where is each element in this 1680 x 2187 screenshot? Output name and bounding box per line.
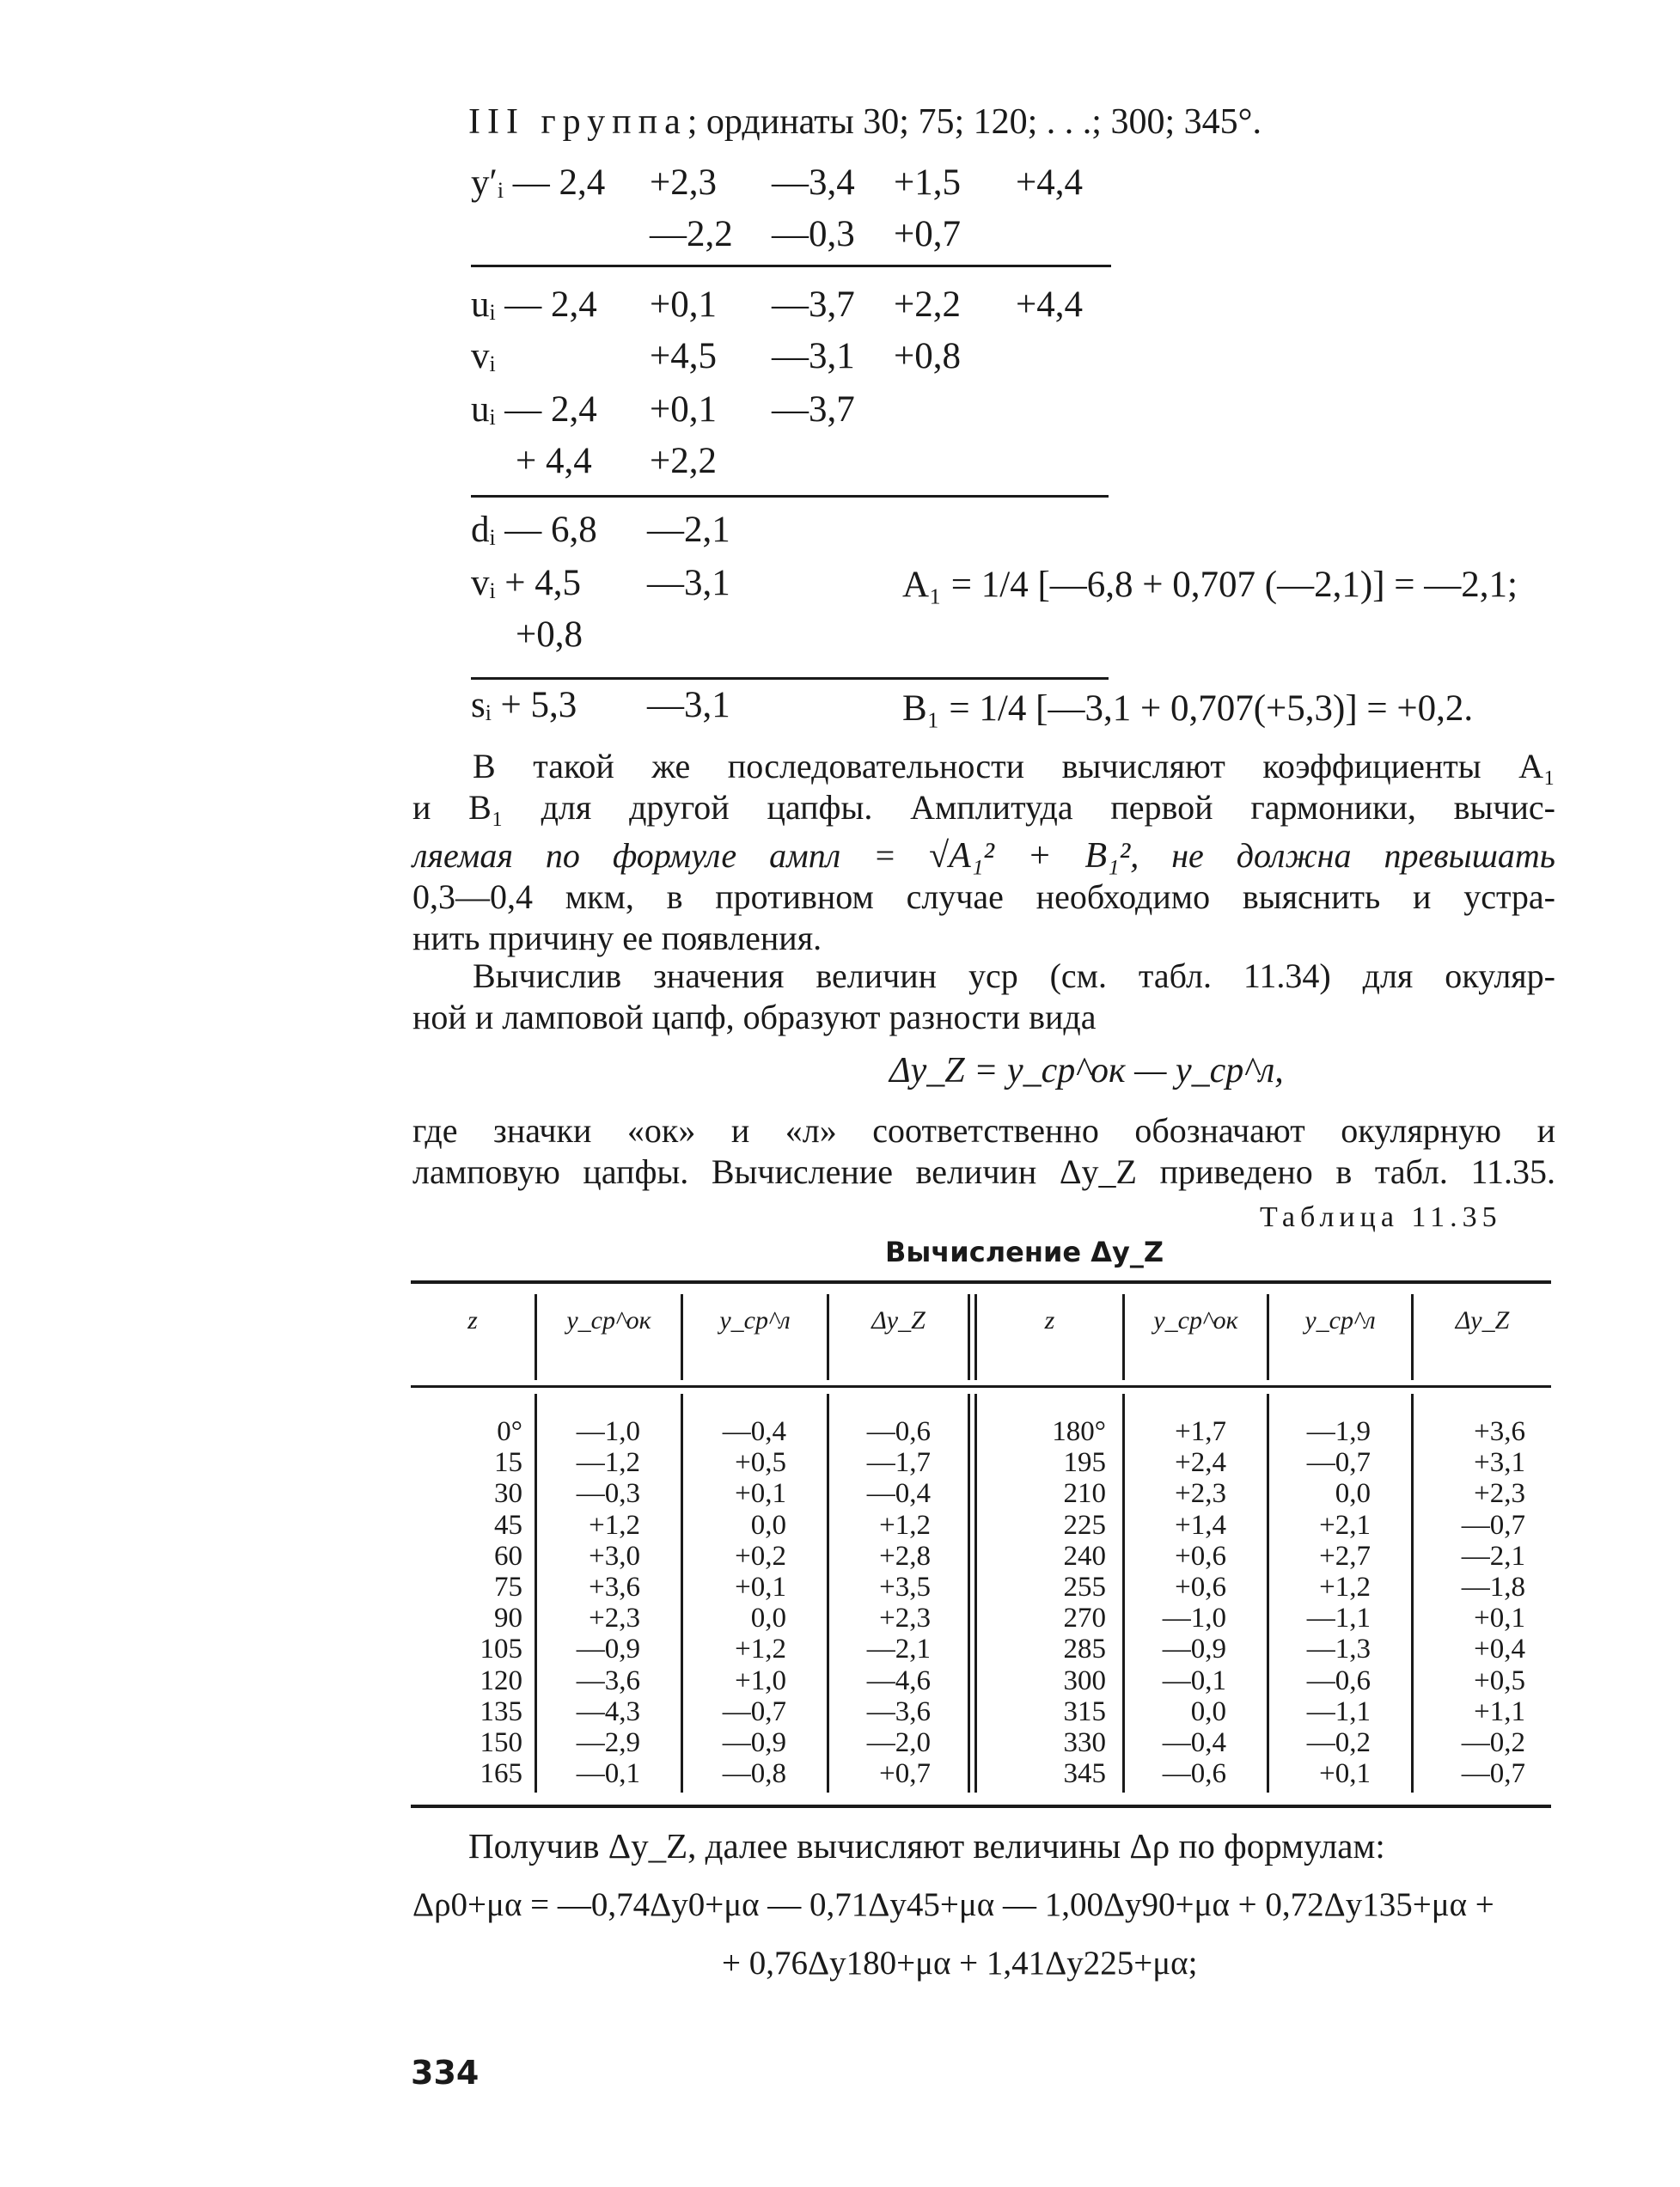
table-cell: 150 — [480, 1727, 522, 1759]
column-dy-left — [829, 1416, 931, 1789]
table-cell: —0,6 — [866, 1416, 931, 1447]
table-cell: —1,2 — [576, 1447, 640, 1479]
table-header-y-ok: y_ср^ок — [566, 1306, 651, 1335]
calc-row-vi — [471, 335, 1016, 377]
table-cell: +2,8 — [879, 1540, 931, 1572]
calc-value: +2,3 — [650, 162, 718, 203]
table-cell: —1,1 — [1306, 1695, 1371, 1727]
table-cell: —1,8 — [1461, 1572, 1525, 1604]
table-cell: —0,9 — [576, 1634, 640, 1665]
amplitude-formula: √A₁² + B₁² — [929, 836, 1131, 876]
calc-value: +0,7 — [894, 214, 962, 254]
table-cell: 0,0 — [750, 1509, 786, 1541]
calc-value: +4,4 — [1016, 284, 1084, 325]
rho-formula-line1: Δρ0+μα = —0,74Δy0+μα — 0,71Δy45+μα — 1,00Δy90+μα + 0,72Δy135+μα + — [412, 1886, 1494, 1923]
table-cell: +2,3 — [1175, 1478, 1226, 1510]
a1-formula: A₁ = 1/4 [—6,8 + 0,707 (—2,1)] = —2,1; — [902, 565, 1518, 605]
calc-value: +4,5 — [650, 336, 718, 376]
table-cell: +2,3 — [1474, 1478, 1525, 1510]
table-cell: 0,0 — [1335, 1478, 1371, 1510]
group-heading — [468, 101, 1262, 143]
table-header-rule — [411, 1385, 1551, 1388]
table-cell: —4,3 — [576, 1695, 640, 1727]
table-cell: +0,1 — [1319, 1758, 1371, 1790]
table-cell: —1,9 — [1306, 1416, 1371, 1447]
calc-label: sᵢ + 5,3 — [471, 685, 577, 725]
calc-value: —3,4 — [772, 162, 855, 203]
table-divider — [968, 1394, 970, 1793]
calc-value: —3,1 — [647, 563, 730, 603]
table-cell: 345 — [1063, 1758, 1106, 1790]
text-line: где значки «ок» и «л» соответственно обозначают окулярную и — [412, 1111, 1555, 1150]
table-cell: —0,2 — [1461, 1727, 1525, 1759]
table-cell: +2,4 — [1175, 1447, 1226, 1479]
table-cell: 300 — [1063, 1665, 1106, 1696]
table-cell: 330 — [1063, 1727, 1106, 1759]
b1-formula: B₁ = 1/4 [—3,1 + 0,707(+5,3)] = +0,2. — [902, 688, 1474, 729]
table-cell: +3,0 — [589, 1540, 640, 1572]
table-cell: —2,1 — [1461, 1540, 1525, 1572]
table-cell: +0,6 — [1175, 1572, 1226, 1604]
table-header-dy: Δy_Z — [871, 1306, 926, 1335]
calc-row-vi2 — [471, 562, 769, 604]
calc-row-ui2 — [471, 388, 894, 431]
paragraph-notation — [412, 1110, 1555, 1193]
column-z-right — [977, 1416, 1106, 1789]
text-line-formula — [412, 835, 1555, 877]
column-y-ok-left — [537, 1416, 640, 1789]
calc-value: +0,1 — [650, 284, 718, 325]
table-cell: 225 — [1063, 1509, 1106, 1541]
table-bottom-rule — [411, 1805, 1551, 1808]
table-cell: 15 — [494, 1447, 522, 1479]
table-cell: 0,0 — [750, 1603, 786, 1634]
calc-value: +2,2 — [650, 441, 718, 481]
table-cell: +2,3 — [589, 1603, 640, 1634]
table-cell: —0,8 — [722, 1758, 786, 1790]
table-cell: +0,5 — [1474, 1665, 1525, 1696]
table-cell: +0,1 — [735, 1572, 786, 1604]
calc-row-yi — [471, 162, 1138, 204]
table-header-dy: Δy_Z — [1455, 1306, 1510, 1335]
table-cell: +3,5 — [879, 1572, 931, 1604]
table-cell: 90 — [494, 1603, 522, 1634]
table-header-z: z — [1044, 1306, 1055, 1335]
table-cell: —3,6 — [866, 1695, 931, 1727]
calc-row-ui3 — [516, 440, 772, 482]
table-cell: —1,1 — [1306, 1603, 1371, 1634]
table-cell: +3,1 — [1474, 1447, 1525, 1479]
table-cell: 30 — [494, 1478, 522, 1510]
table-top-rule — [411, 1280, 1551, 1284]
calc-row-si — [471, 684, 769, 726]
calc-value: —2,2 — [650, 214, 733, 254]
table-cell: —1,0 — [1162, 1603, 1226, 1634]
calc-value: +1,5 — [894, 162, 962, 203]
calc-value: —0,3 — [772, 214, 855, 254]
table-header-y-l: y_ср^л — [1304, 1306, 1376, 1335]
table-cell: +2,7 — [1319, 1540, 1371, 1572]
table-cell: +0,4 — [1474, 1634, 1525, 1665]
calc-label: vᵢ + 4,5 — [471, 563, 582, 603]
table-cell: —2,1 — [866, 1634, 931, 1665]
table-cell: +0,6 — [1175, 1540, 1226, 1572]
table-cell: —2,0 — [866, 1727, 931, 1759]
calc-value: —3,1 — [647, 685, 730, 725]
rho-formula-line2: + 0,76Δy180+μα + 1,41Δy225+μα; — [722, 1945, 1198, 1982]
table-cell: —2,9 — [576, 1727, 640, 1759]
calc-value: —3,7 — [772, 389, 855, 430]
page-number: 334 — [411, 2054, 480, 2092]
text-line: ной и ламповой цапф, образуют разности вида — [412, 998, 1097, 1036]
table-cell: —0,6 — [1306, 1665, 1371, 1696]
calc-label: uᵢ — 2,4 — [471, 284, 597, 325]
calc-value: +0,8 — [516, 614, 583, 655]
calc-value: + 4,4 — [516, 441, 592, 481]
table-cell: —0,7 — [1461, 1758, 1525, 1790]
table-cell: —0,4 — [1162, 1727, 1226, 1759]
calc-row-ui — [471, 284, 1138, 326]
table-cell: +3,6 — [589, 1572, 640, 1604]
table-header-y-ok: y_ср^ок — [1153, 1306, 1238, 1335]
delta-y-formula: Δy_Z = y_ср^ок — y_ср^л, — [889, 1051, 1284, 1090]
calc-label: dᵢ — 6,8 — [471, 510, 597, 550]
text-line: Вычислив значения величин yср (см. табл. 11.34) для окуляр- — [473, 956, 1555, 995]
table-cell: +1,4 — [1175, 1509, 1226, 1541]
table-cell: —0,1 — [1162, 1665, 1226, 1696]
table-cell: 120 — [480, 1665, 522, 1696]
table-cell: 0° — [497, 1416, 522, 1447]
column-z-left — [411, 1416, 522, 1789]
text-line: и B₁ для другой цапфы. Амплитуда первой гармоники, вычис- — [412, 788, 1555, 827]
calc-value: +0,1 — [650, 389, 718, 430]
table-cell: —0,6 — [1162, 1758, 1226, 1790]
table-cell: +0,7 — [879, 1758, 931, 1790]
table-cell: +2,1 — [1319, 1509, 1371, 1541]
table-cell: 45 — [494, 1509, 522, 1541]
calc-label: vᵢ — [471, 336, 496, 376]
table-cell: 105 — [480, 1634, 522, 1665]
paragraph-differences — [412, 956, 1555, 1038]
table-cell: 285 — [1063, 1634, 1106, 1665]
table-cell: +1,7 — [1175, 1416, 1226, 1447]
table-cell: +0,1 — [1474, 1603, 1525, 1634]
table-cell: +2,3 — [879, 1603, 931, 1634]
column-y-l-left — [683, 1416, 786, 1789]
paragraph-rho: Получив Δy_Z, далее вычисляют величины Δρ по формулам: — [468, 1826, 1385, 1866]
text-line: нить причину ее появления. — [412, 919, 822, 957]
calc-label: uᵢ — 2,4 — [471, 389, 597, 430]
table-cell: 270 — [1063, 1603, 1106, 1634]
table-caption: Таблица 11.35 — [1260, 1201, 1502, 1233]
text-line: В такой же последовательности вычисляют коэффициенты A₁ — [473, 747, 1555, 785]
table-cell: +3,6 — [1474, 1416, 1525, 1447]
table-divider — [968, 1294, 970, 1380]
table-cell: —0,4 — [722, 1416, 786, 1447]
calc-row-yi-cont — [650, 213, 1016, 255]
calc-row-di — [471, 509, 769, 551]
table-cell: +0,5 — [735, 1447, 786, 1479]
table-cell: —0,4 — [866, 1478, 931, 1510]
calc-value: —3,7 — [772, 284, 855, 325]
table-cell: 165 — [480, 1758, 522, 1790]
calc-label: y′ᵢ — 2,4 — [471, 162, 606, 203]
table-cell: 195 — [1063, 1447, 1106, 1479]
calc-value: +0,8 — [894, 336, 962, 376]
table-cell: —0,7 — [1461, 1509, 1525, 1541]
calc-value: —2,1 — [647, 510, 730, 550]
calc-rule — [471, 265, 1111, 267]
text-fragment: , не должна превышать — [1130, 836, 1555, 875]
group-label: III группа — [468, 102, 687, 142]
table-cell: —0,1 — [576, 1758, 640, 1790]
column-dy-right — [1414, 1416, 1525, 1789]
table-cell: +0,2 — [735, 1540, 786, 1572]
table-cell: —0,2 — [1306, 1727, 1371, 1759]
table-cell: 0,0 — [1190, 1695, 1226, 1727]
table-cell: —0,3 — [576, 1478, 640, 1510]
table-cell: 255 — [1063, 1572, 1106, 1604]
table-cell: 210 — [1063, 1478, 1106, 1510]
calc-rule — [471, 495, 1109, 498]
table-cell: —0,9 — [722, 1727, 786, 1759]
table-cell: —4,6 — [866, 1665, 931, 1696]
text-line: 0,3—0,4 мкм, в противном случае необходимо выяснить и устра- — [412, 877, 1555, 916]
table-cell: 180° — [1052, 1416, 1106, 1447]
table-cell: —0,7 — [722, 1695, 786, 1727]
table-cell: +1,2 — [735, 1634, 786, 1665]
table-cell: —1,3 — [1306, 1634, 1371, 1665]
table-cell: +1,2 — [879, 1509, 931, 1541]
paragraph-amplitude — [412, 746, 1555, 959]
table-header-y-l: y_ср^л — [719, 1306, 791, 1335]
table-cell: —3,6 — [576, 1665, 640, 1696]
table-cell: +1,0 — [735, 1665, 786, 1696]
text-line: ламповую цапфы. Вычисление величин Δy_Z приведено в табл. 11.35. — [412, 1152, 1555, 1191]
calc-value: +2,2 — [894, 284, 962, 325]
table-cell: —1,0 — [576, 1416, 640, 1447]
calc-value: +4,4 — [1016, 162, 1084, 203]
table-cell: —0,9 — [1162, 1634, 1226, 1665]
table-cell: +1,2 — [1319, 1572, 1371, 1604]
calc-rule — [471, 677, 1109, 680]
ordinates-label: ; ординаты 30; 75; 120; . . .; 300; 345°. — [687, 102, 1262, 142]
table-cell: 75 — [494, 1572, 522, 1604]
table-cell: 315 — [1063, 1695, 1106, 1727]
table-header-z: z — [467, 1306, 478, 1335]
text-fragment: ляемая по формуле ампл = — [412, 836, 897, 875]
table-cell: 240 — [1063, 1540, 1106, 1572]
table-cell: +1,1 — [1474, 1695, 1525, 1727]
calc-value: —3,1 — [772, 336, 855, 376]
table-cell: 60 — [494, 1540, 522, 1572]
table-title: Вычисление Δy_Z — [885, 1236, 1164, 1268]
table-cell: +1,2 — [589, 1509, 640, 1541]
table-cell: —1,7 — [866, 1447, 931, 1479]
table-cell: +0,1 — [735, 1478, 786, 1510]
table-cell: —0,7 — [1306, 1447, 1371, 1479]
column-y-ok-right — [1125, 1416, 1226, 1789]
column-y-l-right — [1269, 1416, 1371, 1789]
table-cell: 135 — [480, 1695, 522, 1727]
